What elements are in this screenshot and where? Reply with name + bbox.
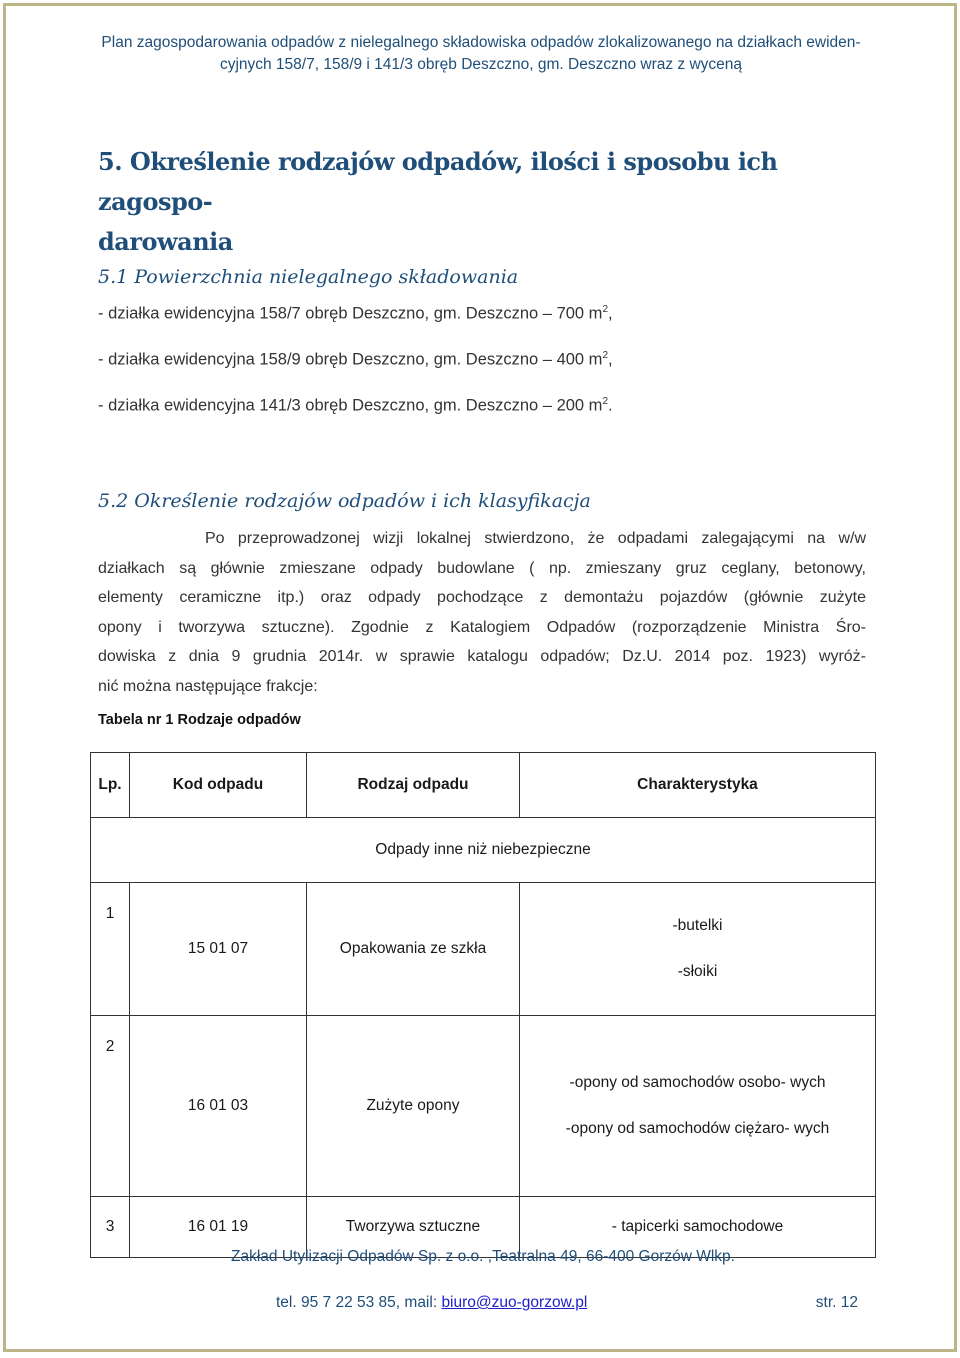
cell-kod: 16 01 03: [130, 1016, 307, 1197]
section-title-line-2: darowania: [98, 227, 233, 256]
plot-item-text: - działka ewidencyjna 158/9 obręb Deszczno, gm. Deszczno – 400 m: [98, 350, 603, 369]
plot-item: [98, 396, 613, 416]
group-label: Odpady inne niż niebezpieczne: [91, 818, 876, 883]
header-charakterystyka: Charakterystyka: [520, 753, 876, 818]
footer-contact: [276, 1294, 587, 1312]
document-page: [3, 3, 957, 1352]
cell-charakterystyka: [520, 883, 876, 1016]
plot-item-sup: 2: [602, 396, 608, 407]
table-row: [91, 1016, 876, 1197]
plot-item-tail: ,: [608, 350, 613, 369]
cell-lp: 1: [91, 883, 130, 1016]
subsection-title-5-1: 5.1 Powierzchnia nielegalnego składowania: [98, 266, 519, 288]
char-item: -opony od samochodów ciężaro- wych: [565, 1120, 830, 1137]
char-item: - tapicerki samochodowe: [611, 1218, 784, 1235]
plot-item-sup: 2: [602, 304, 608, 315]
cell-rodzaj: Opakowania ze szkła: [307, 883, 520, 1016]
cell-lp: 3: [91, 1197, 130, 1258]
page-header: [66, 32, 896, 76]
plot-item: [98, 304, 613, 324]
cell-rodzaj: Zużyte opony: [307, 1016, 520, 1197]
section-title-line-1: 5. Określenie rodzajów odpadów, ilości i sposobu ich zagospo-: [98, 147, 778, 216]
paragraph-line: opony i tworzywa sztuczne). Zgodnie z Katalogiem Odpadów (rozporządzenie Ministra Śro-: [98, 618, 866, 636]
char-item: -słoiki: [677, 963, 718, 980]
plot-item-text: - działka ewidencyjna 158/7 obręb Deszczno, gm. Deszczno – 700 m: [98, 304, 603, 323]
paragraph-line: dowiska z dnia 9 grudnia 2014r. w sprawie katalogu odpadów; Dz.U. 2014 poz. 1923) wyróż-: [98, 648, 866, 665]
table-caption: Tabela nr 1 Rodzaje odpadów: [98, 712, 301, 728]
header-lp: Lp.: [91, 753, 130, 818]
char-item: -opony od samochodów osobo- wych: [569, 1074, 826, 1091]
waste-types-table: [90, 752, 876, 1258]
plot-item-tail: ,: [608, 304, 613, 323]
footer-company: Zakład Utylizacji Odpadów Sp. z o.o. ,Teatralna 49, 66-400 Gorzów Wlkp.: [231, 1248, 735, 1265]
cell-kod: 16 01 19: [130, 1197, 307, 1258]
plot-item-tail: .: [608, 396, 613, 415]
page-number: str. 12: [815, 1294, 858, 1311]
header-line-1: Plan zagospodarowania odpadów z nielegalnego składowiska odpadów zlokalizowanego na działkach ewiden-: [101, 34, 861, 51]
cell-charakterystyka: [520, 1016, 876, 1197]
header-kod-odpadu: Kod odpadu: [130, 753, 307, 818]
cell-rodzaj: Tworzywa sztuczne: [307, 1197, 520, 1258]
table-group-row: [91, 818, 876, 883]
paragraph-line: elementy ceramiczne itp.) oraz odpady pochodzące z demontażu pojazdów (głównie zużyte: [98, 589, 866, 606]
paragraph-line: Po przeprowadzonej wizji lokalnej stwierdzono, że odpadami zalegającymi na w/w: [98, 530, 866, 547]
subsection-title-5-2: 5.2 Określenie rodzajów odpadów i ich klasyfikacja: [98, 490, 591, 512]
body-paragraph: [98, 524, 866, 701]
plot-item-sup: 2: [602, 350, 608, 361]
table-header-row: [91, 753, 876, 818]
header-rodzaj-odpadu: Rodzaj odpadu: [307, 753, 520, 818]
plot-item-text: - działka ewidencyjna 141/3 obręb Deszczno, gm. Deszczno – 200 m: [98, 396, 603, 415]
paragraph-line: nić można następujące frakcje:: [98, 677, 318, 695]
section-title: [98, 142, 878, 262]
header-line-2: cyjnych 158/7, 158/9 i 141/3 obręb Deszczno, gm. Deszczno wraz z wyceną: [219, 56, 743, 73]
char-item: -butelki: [672, 917, 723, 934]
cell-kod: 15 01 07: [130, 883, 307, 1016]
table-row: [91, 883, 876, 1016]
plot-item: [98, 350, 613, 370]
footer-email-link[interactable]: biuro@zuo-gorzow.pl: [441, 1294, 588, 1311]
footer-contact-text: tel. 95 7 22 53 85, mail:: [276, 1294, 442, 1311]
cell-lp: 2: [91, 1016, 130, 1197]
paragraph-line: działkach są głównie zmieszane odpady budowlane ( np. zmieszany gruz ceglany, betonowy,: [98, 559, 866, 577]
